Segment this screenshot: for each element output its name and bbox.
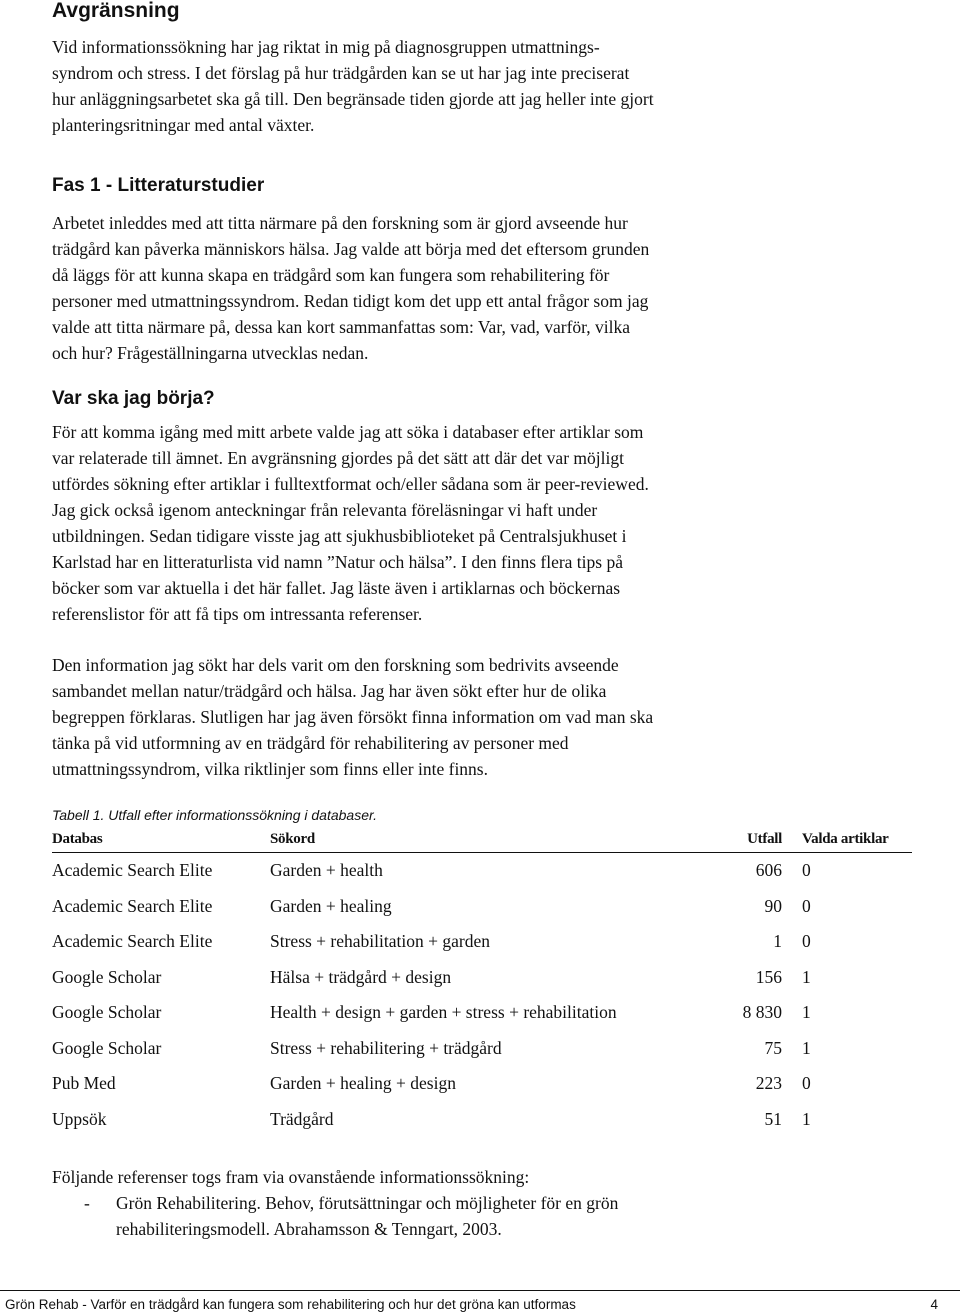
cell-databas: Academic Search Elite <box>52 895 213 916</box>
text-line: tänka på vid utformning av en trädgård för rehabilitering av personer med <box>52 733 569 753</box>
column-header-valda-artiklar: Valda artiklar <box>802 826 912 853</box>
cell-utfall: 156 <box>755 966 782 987</box>
text-line: och hur? Frågeställningarna utvecklas nedan. <box>52 343 369 363</box>
text-line: referenslistor för att få tips om intressanta referenser. <box>52 604 423 624</box>
cell-valda-artiklar: 1 <box>802 1108 811 1129</box>
cell-sokord: Stress + rehabilitation + garden <box>270 931 490 952</box>
cell-databas: Academic Search Elite <box>52 860 213 881</box>
heading-var-ska-jag-borja <box>52 387 215 411</box>
list-dash: - <box>84 1193 90 1213</box>
reference-line: rehabiliteringsmodell. Abrahamsson & Tenngart, 2003. <box>116 1219 502 1239</box>
database-table <box>52 826 912 1137</box>
paragraph-avgransning <box>52 34 772 138</box>
cell-databas: Uppsök <box>52 1108 107 1129</box>
paragraph-fas-1 <box>52 210 772 366</box>
text-line: trädgård kan påverka människors hälsa. Jag valde att börja med det eftersom grunden <box>52 239 650 259</box>
text-line: var relaterade till ämnet. En avgränsning gjordes på det sätt att där det var möjligt <box>52 448 624 468</box>
cell-sokord: Garden + health <box>270 860 383 881</box>
cell-utfall: 8 830 <box>742 1002 782 1023</box>
cell-databas: Google Scholar <box>52 1037 162 1058</box>
footer-title: Grön Rehab - Varför en trädgård kan fungera som rehabilitering och hur det gröna kan utformas <box>5 1297 576 1312</box>
column-header-databas: Databas <box>52 826 270 853</box>
heading-var-bold: Var <box>52 388 82 409</box>
reference-line: Grön Rehabilitering. Behov, förutsättningar och möjligheter för en grön <box>116 1193 619 1213</box>
cell-sokord: Hälsa + trädgård + design <box>270 966 452 987</box>
table-row <box>52 853 912 889</box>
text-line: böcker som var aktuella i det här fallet. Jag läste även i artiklarnas och böckernas <box>52 578 621 598</box>
reference-item <box>52 1190 756 1242</box>
table-row <box>52 1102 912 1138</box>
cell-databas: Google Scholar <box>52 1002 162 1023</box>
table-row <box>52 924 912 960</box>
cell-valda-artiklar: 0 <box>802 1073 811 1094</box>
text-line: då läggs för att kunna skapa en trädgård som kan fungera som rehabilitering för <box>52 265 610 285</box>
text-line: planteringsritningar med antal växter. <box>52 115 315 135</box>
paragraph-var-1 <box>52 419 772 627</box>
table-row <box>52 995 912 1031</box>
cell-databas: Google Scholar <box>52 966 162 987</box>
table-row <box>52 1066 912 1102</box>
column-header-utfall: Utfall <box>720 826 802 853</box>
text-line: utfördes sökning efter artiklar i fulltextformat och/eller sådana som är peer-reviewed. <box>52 474 649 494</box>
text-line: utmattningssyndrom, vilka riktlinjer som finns eller inte finns. <box>52 759 488 779</box>
cell-sokord: Health + design + garden + stress + rehabilitation <box>270 1002 617 1023</box>
cell-utfall: 75 <box>764 1037 782 1058</box>
cell-utfall: 1 <box>773 931 782 952</box>
cell-valda-artiklar: 0 <box>802 931 811 952</box>
table-row <box>52 960 912 996</box>
cell-databas: Pub Med <box>52 1073 116 1094</box>
cell-sokord: Trädgård <box>270 1108 334 1129</box>
cell-valda-artiklar: 0 <box>802 895 811 916</box>
cell-sokord: Stress + rehabilitering + trädgård <box>270 1037 502 1058</box>
text-line: syndrom och stress. I det förslag på hur trädgården kan se ut har jag inte preciserat <box>52 63 630 83</box>
cell-utfall: 223 <box>755 1073 782 1094</box>
cell-valda-artiklar: 1 <box>802 1037 811 1058</box>
references-section <box>52 1164 756 1242</box>
heading-avgransning: Avgränsning <box>52 0 180 22</box>
heading-var-rest: ska jag börja? <box>81 388 215 409</box>
text-line: utbildningen. Sedan tidigare visste jag att sjukhusbiblioteket på Centralsjukhuset i <box>52 526 627 546</box>
heading-fas-1: Fas 1 - Litteraturstudier <box>52 175 265 196</box>
page-number: 4 <box>930 1297 938 1312</box>
table-caption: Tabell 1. Utfall efter informationssökning i databaser. <box>52 807 378 823</box>
table-row <box>52 889 912 925</box>
text-line: Den information jag sökt har dels varit om den forskning som bedrivits avseende <box>52 655 619 675</box>
cell-utfall: 51 <box>764 1108 782 1129</box>
column-header-sokord: Sökord <box>270 826 720 853</box>
table-row <box>52 1031 912 1067</box>
text-line: För att komma igång med mitt arbete valde jag att söka i databaser efter artiklar som <box>52 422 644 442</box>
text-line: Jag gick också igenom anteckningar från relevanta föreläsningar vi haft under <box>52 500 598 520</box>
cell-valda-artiklar: 1 <box>802 1002 811 1023</box>
text-line: hur anläggningsarbetet ska gå till. Den begränsade tiden gjorde att jag heller inte gjort <box>52 89 654 109</box>
cell-utfall: 606 <box>755 860 782 881</box>
page-footer <box>0 1290 960 1312</box>
text-line: personer med utmattningssyndrom. Redan tidigt kom det upp ett antal frågor som jag <box>52 291 649 311</box>
text-line: valde att titta närmare på, dessa kan kort sammanfattas som: Var, vad, varför, vilka <box>52 317 631 337</box>
text-line: Karlstad har en litteraturlista vid namn ”Natur och hälsa”. I den finns flera tips på <box>52 552 623 572</box>
cell-databas: Academic Search Elite <box>52 931 213 952</box>
cell-utfall: 90 <box>764 895 782 916</box>
cell-sokord: Garden + healing <box>270 895 392 916</box>
paragraph-var-2 <box>52 652 772 782</box>
references-intro: Följande referenser togs fram via ovanstående informationssökning: <box>52 1167 530 1187</box>
text-line: begreppen förklaras. Slutligen har jag även försökt finna information om vad man ska <box>52 707 654 727</box>
cell-valda-artiklar: 0 <box>802 860 811 881</box>
cell-valda-artiklar: 1 <box>802 966 811 987</box>
text-line: Arbetet inleddes med att titta närmare på den forskning som är gjord avseende hur <box>52 213 628 233</box>
text-line: sambandet mellan natur/trädgård och hälsa. Jag har även sökt efter hur de olika <box>52 681 607 701</box>
text-line: Vid informationssökning har jag riktat in mig på diagnosgruppen utmattnings- <box>52 37 600 57</box>
table-header-row <box>52 826 912 853</box>
cell-sokord: Garden + healing + design <box>270 1073 456 1094</box>
